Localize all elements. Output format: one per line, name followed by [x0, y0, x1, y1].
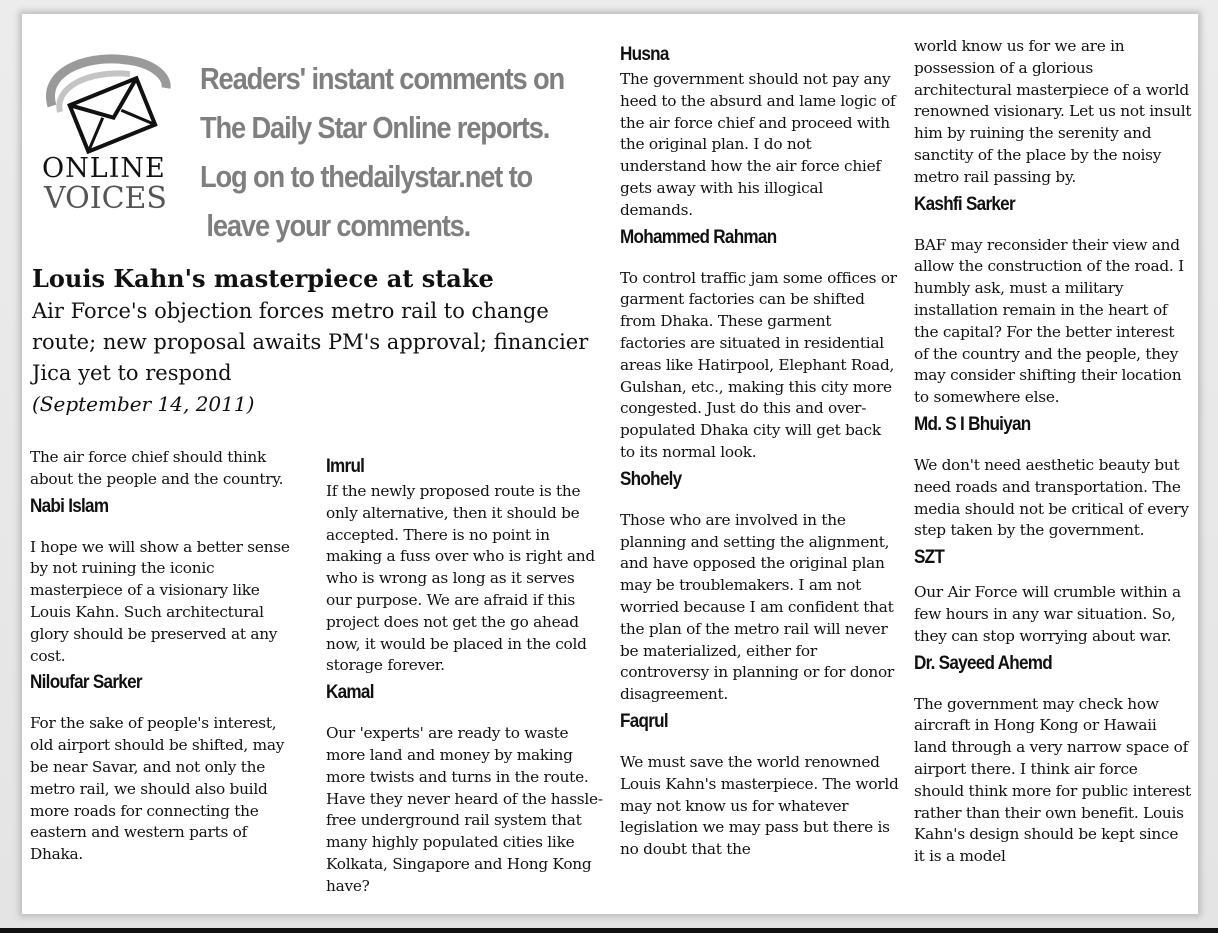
promo-line: Log on to thedailystar.net to — [200, 159, 533, 194]
comment-author: Md. S I Bhuiyan — [914, 413, 1031, 435]
comment-column-1 — [30, 447, 300, 866]
comment-author: SZT — [914, 547, 945, 569]
promo-line: The Daily Star Online reports. — [200, 110, 550, 145]
comment-text: We must save the world renowned Louis Kahn's masterpiece. The world may not know us for whatever legislation we may pass but there is no doubt that the — [620, 752, 899, 859]
comment-text-continued: world know us for we are in possession of a glorious architectural masterpiece of a world renowned visionary. Let us not insult him by ruining the serenity and sanctity of the place by the noisy metro rail passing by. — [914, 37, 1192, 186]
comment-text: The air force chief should think about the people and the country. — [30, 448, 284, 488]
promo-block — [200, 54, 570, 250]
comment-column-3 — [620, 39, 900, 861]
comment-text: Those who are involved in the planning and setting the alignment, and have opposed the original plan may be troublemakers. I am not worried because I am confident that the plan of the metro rail will never be materialized, either for controversy in planning or for donor disagreement. — [620, 510, 894, 704]
article-headline — [32, 264, 592, 419]
envelope-icon — [42, 54, 172, 154]
comment-author: Kamal — [326, 682, 374, 704]
comment-text: I hope we will show a better sense by not ruining the iconic masterpiece of a visionary like Louis Kahn. Such architectural glory should be preserved at any cost. — [30, 537, 290, 665]
article-title: Louis Kahn's masterpiece at stake — [32, 264, 494, 293]
comment-text: Our 'experts' are ready to waste more land and money by making more twists and turns in the route. Have they never heard of the hassle-free underground rail system that many highly populated cities like Kolkata, Singapore and Hong Kong have? — [326, 724, 603, 895]
comment-author: Dr. Sayeed Ahemd — [914, 652, 1053, 674]
promo-line: Readers' instant comments on — [200, 61, 565, 96]
comment-column-4 — [914, 36, 1192, 868]
comment-author: Husna — [620, 44, 669, 65]
bottom-border — [0, 928, 1218, 933]
article-subtitle: Air Force's objection forces metro rail to change route; new proposal awaits PM's approval; financier Jica yet to respond — [32, 299, 589, 385]
comment-author: Imrul — [326, 456, 365, 477]
comment-text: The government may check how aircraft in Hong Kong or Hawaii land through a very narrow space of airport there. I think air force should think more for public interest rather than their own benefit. Louis Kahn's design should be kept since it is a model — [914, 694, 1191, 866]
comment-author: Kashfi Sarker — [914, 193, 1015, 215]
promo-line: leave your comments. — [200, 208, 471, 243]
comment-text: To control traffic jam some offices or garment factories can be shifted from Dhaka. These garment factories are situated in residential areas like Hatirpool, Elephant Road, Gulshan, etc., making this city more congested. Just do this and over-populated Dhaka city will get back to its normal look. — [620, 268, 897, 461]
comment-text: For the sake of people's interest, old airport should be shifted, may be near Savar, and not only the metro rail, we should also build more roads for connecting the eastern and western parts of Dhaka. — [30, 714, 285, 864]
newspaper-clipping — [22, 14, 1198, 914]
comment-column-2 — [326, 451, 604, 898]
comment-author: Faqrul — [620, 710, 668, 732]
comment-text: If the newly proposed route is the only alternative, then it should be accepted. There is no point in making a fuss over who is right and who is wrong as long as it serves our purpose. We are afraid if this project does not get the go ahead now, it would be placed in the cold storage forever. — [326, 482, 595, 675]
comment-text: The government should not pay any heed to the absurd and lame logic of the air force chief and proceed with the original plan. I do not understand how the air force chief gets away with his illogical demands. — [620, 70, 896, 219]
logo-line-voices: VOICES — [44, 181, 167, 216]
comment-text: Our Air Force will crumble within a few hours in any war situation. So, they can stop worrying about war. — [914, 583, 1181, 645]
comment-author: Nabi Islam — [30, 495, 109, 517]
article-date: (September 14, 2011) — [32, 392, 255, 416]
comment-author: Niloufar Sarker — [30, 672, 142, 694]
comment-text: BAF may reconsider their view and allow the construction of the road. I humbly ask, must a military installation remain in the heart of the capital? For the better interest of the country and the people, they may consider shifting their location to somewhere else. — [914, 235, 1184, 407]
comment-author: Mohammed Rahman — [620, 226, 777, 248]
online-voices-logo — [34, 54, 184, 234]
logo-line-online: ONLINE — [42, 153, 166, 184]
comment-text: We don't need aesthetic beauty but need roads and transportation. The media should not be critical of every step taken by the government. — [914, 455, 1189, 540]
comment-author: Shohely — [620, 468, 682, 490]
